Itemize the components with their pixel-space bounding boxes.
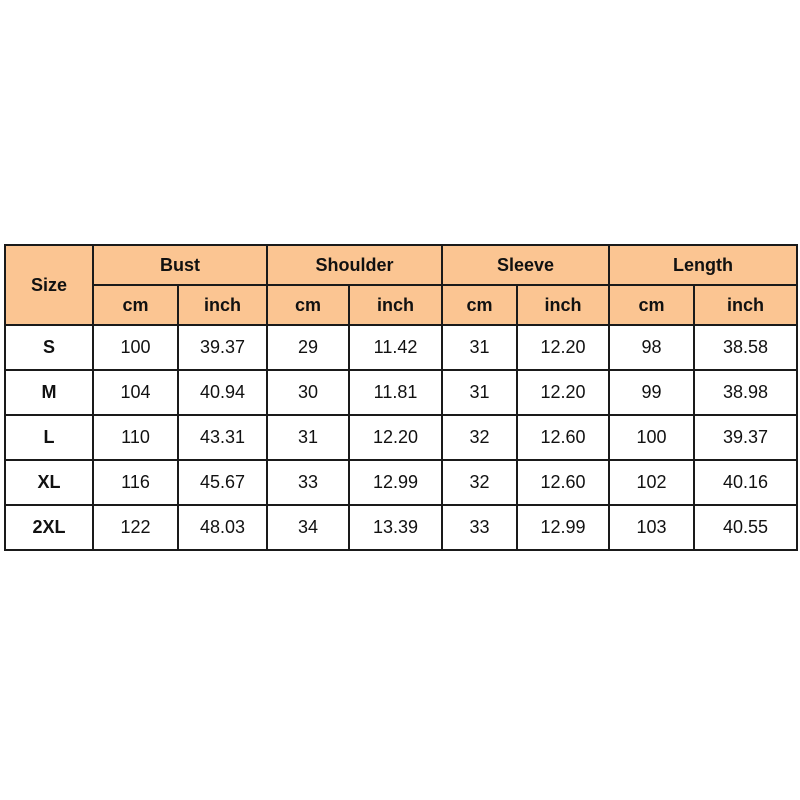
table-cell: 32 bbox=[442, 415, 517, 460]
table-cell: 31 bbox=[442, 325, 517, 370]
table-cell: 39.37 bbox=[178, 325, 267, 370]
table-cell: 12.20 bbox=[349, 415, 442, 460]
table-cell: 11.42 bbox=[349, 325, 442, 370]
table-cell: 33 bbox=[442, 505, 517, 550]
table-cell: 100 bbox=[93, 325, 178, 370]
table-cell: 31 bbox=[442, 370, 517, 415]
size-header: Size bbox=[5, 245, 93, 325]
table-cell: 40.16 bbox=[694, 460, 797, 505]
unit-header: cm bbox=[267, 285, 349, 325]
table-cell: 38.58 bbox=[694, 325, 797, 370]
table-cell: 13.39 bbox=[349, 505, 442, 550]
table-cell: 12.60 bbox=[517, 460, 609, 505]
table-cell: 39.37 bbox=[694, 415, 797, 460]
bust-header: Bust bbox=[93, 245, 267, 285]
table-row bbox=[5, 460, 797, 505]
table-cell: 104 bbox=[93, 370, 178, 415]
table-cell: 12.20 bbox=[517, 325, 609, 370]
size-cell: S bbox=[5, 325, 93, 370]
table-row bbox=[5, 415, 797, 460]
size-cell: L bbox=[5, 415, 93, 460]
header-unit-row bbox=[5, 285, 797, 325]
table-cell: 12.99 bbox=[349, 460, 442, 505]
unit-header: inch bbox=[694, 285, 797, 325]
size-cell: M bbox=[5, 370, 93, 415]
table-cell: 98 bbox=[609, 325, 694, 370]
table-cell: 12.60 bbox=[517, 415, 609, 460]
table-row bbox=[5, 505, 797, 550]
shoulder-header: Shoulder bbox=[267, 245, 442, 285]
size-cell: XL bbox=[5, 460, 93, 505]
table-cell: 103 bbox=[609, 505, 694, 550]
length-header: Length bbox=[609, 245, 797, 285]
table-cell: 116 bbox=[93, 460, 178, 505]
table-row bbox=[5, 325, 797, 370]
table-cell: 38.98 bbox=[694, 370, 797, 415]
header-group-row bbox=[5, 245, 797, 285]
table-cell: 29 bbox=[267, 325, 349, 370]
unit-header: cm bbox=[609, 285, 694, 325]
table-cell: 12.20 bbox=[517, 370, 609, 415]
table-cell: 12.99 bbox=[517, 505, 609, 550]
table-cell: 40.94 bbox=[178, 370, 267, 415]
sleeve-header: Sleeve bbox=[442, 245, 609, 285]
size-cell: 2XL bbox=[5, 505, 93, 550]
table-cell: 33 bbox=[267, 460, 349, 505]
table-cell: 43.31 bbox=[178, 415, 267, 460]
table-cell: 30 bbox=[267, 370, 349, 415]
table-cell: 40.55 bbox=[694, 505, 797, 550]
unit-header: inch bbox=[517, 285, 609, 325]
table-cell: 48.03 bbox=[178, 505, 267, 550]
unit-header: inch bbox=[349, 285, 442, 325]
unit-header: inch bbox=[178, 285, 267, 325]
table-cell: 102 bbox=[609, 460, 694, 505]
unit-header: cm bbox=[93, 285, 178, 325]
table-cell: 11.81 bbox=[349, 370, 442, 415]
unit-header: cm bbox=[442, 285, 517, 325]
table-cell: 32 bbox=[442, 460, 517, 505]
table-row bbox=[5, 370, 797, 415]
table-cell: 100 bbox=[609, 415, 694, 460]
table-cell: 31 bbox=[267, 415, 349, 460]
table-cell: 99 bbox=[609, 370, 694, 415]
table-cell: 110 bbox=[93, 415, 178, 460]
size-chart-table bbox=[4, 244, 798, 551]
table-cell: 45.67 bbox=[178, 460, 267, 505]
table-cell: 34 bbox=[267, 505, 349, 550]
table-cell: 122 bbox=[93, 505, 178, 550]
